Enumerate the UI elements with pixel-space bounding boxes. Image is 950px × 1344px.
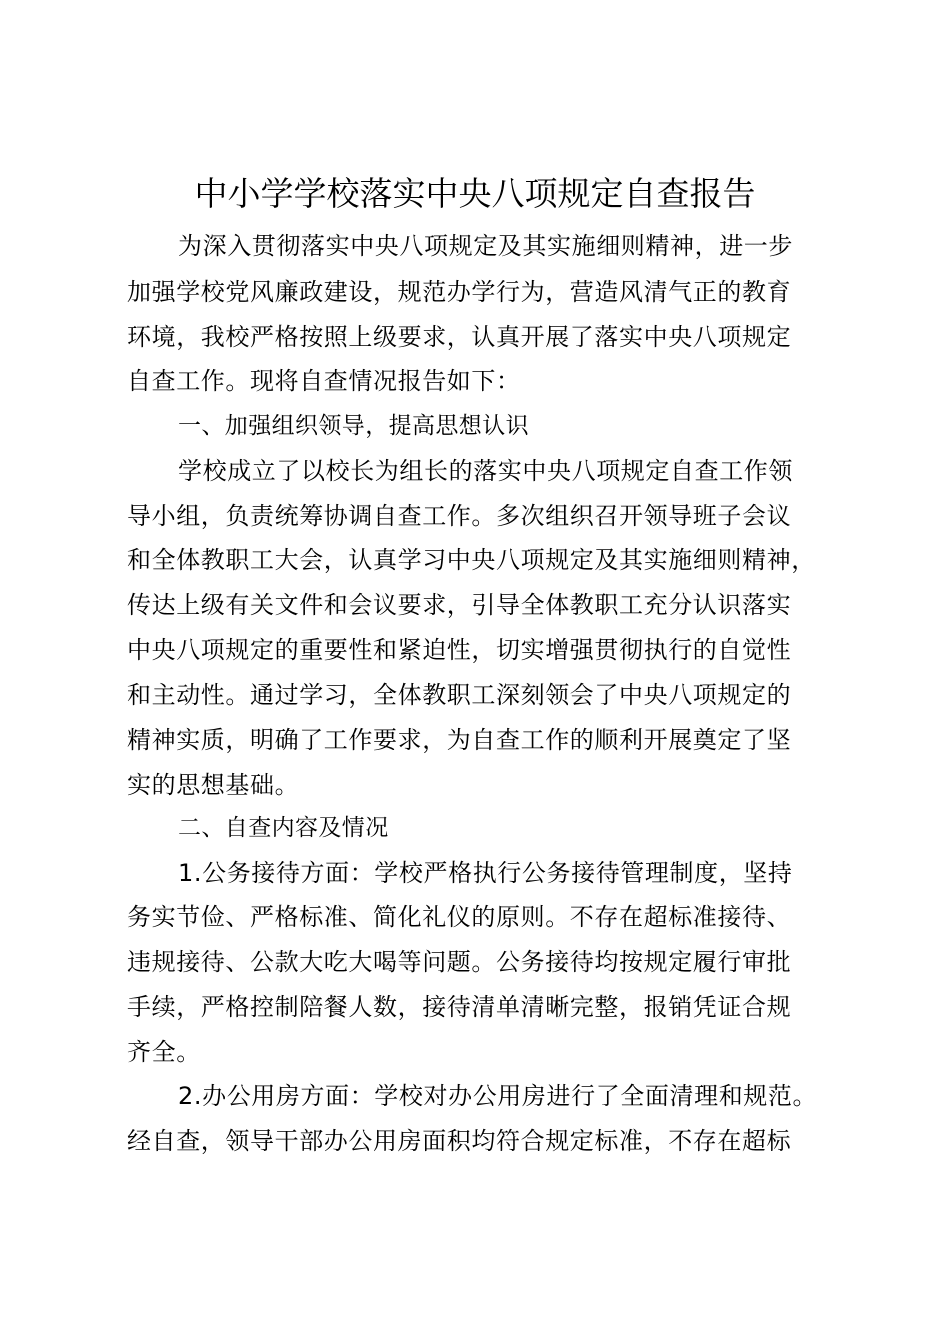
section-heading: 一、加强组织领导，提高思想认识 — [178, 413, 529, 439]
paragraph-line: 经自查，领导干部办公用房面积均符合规定标准，不存在超标 — [127, 1127, 792, 1155]
paragraph-line: 1.公务接待方面：学校严格执行公务接待管理制度，坚持 — [178, 859, 793, 887]
paragraph-line: 务实节俭、严格标准、简化礼仪的原则。不存在超标准接待、 — [127, 903, 792, 931]
paragraph-line: 违规接待、公款大吃大喝等问题。公务接待均按规定履行审批 — [127, 948, 792, 976]
paragraph-line: 齐全。 — [127, 1038, 201, 1066]
paragraph-line: 自查工作。现将自查情况报告如下： — [127, 367, 521, 395]
document-title: 中小学学校落实中央八项规定自查报告 — [194, 174, 756, 213]
paragraph-line: 导小组，负责统筹协调自查工作。多次组织召开领导班子会议 — [127, 502, 792, 530]
paragraph-line: 2.办公用房方面：学校对办公用房进行了全面清理和规范。 — [178, 1082, 818, 1110]
paragraph-line: 中央八项规定的重要性和紧迫性，切实增强贯彻执行的自觉性 — [127, 636, 792, 664]
section-heading: 二、自查内容及情况 — [178, 815, 389, 841]
paragraph-line: 传达上级有关文件和会议要求，引导全体教职工充分认识落实 — [127, 591, 792, 619]
paragraph-line: 加强学校党风廉政建设，规范办学行为，营造风清气正的教育 — [127, 278, 792, 306]
paragraph-line: 手续，严格控制陪餐人数，接待清单清晰完整，报销凭证合规 — [127, 993, 792, 1021]
paragraph-line: 精神实质，明确了工作要求，为自查工作的顺利开展奠定了坚 — [127, 726, 792, 754]
paragraph-line: 实的思想基础。 — [127, 771, 300, 799]
paragraph-line: 学校成立了以校长为组长的落实中央八项规定自查工作领 — [178, 457, 793, 485]
paragraph-line: 和全体教职工大会，认真学习中央八项规定及其实施细则精神， — [127, 546, 816, 574]
paragraph-line: 环境，我校严格按照上级要求，认真开展了落实中央八项规定 — [127, 323, 792, 351]
paragraph-line: 为深入贯彻落实中央八项规定及其实施细则精神，进一步 — [178, 232, 793, 260]
paragraph-line: 和主动性。通过学习，全体教职工深刻领会了中央八项规定的 — [127, 681, 792, 709]
